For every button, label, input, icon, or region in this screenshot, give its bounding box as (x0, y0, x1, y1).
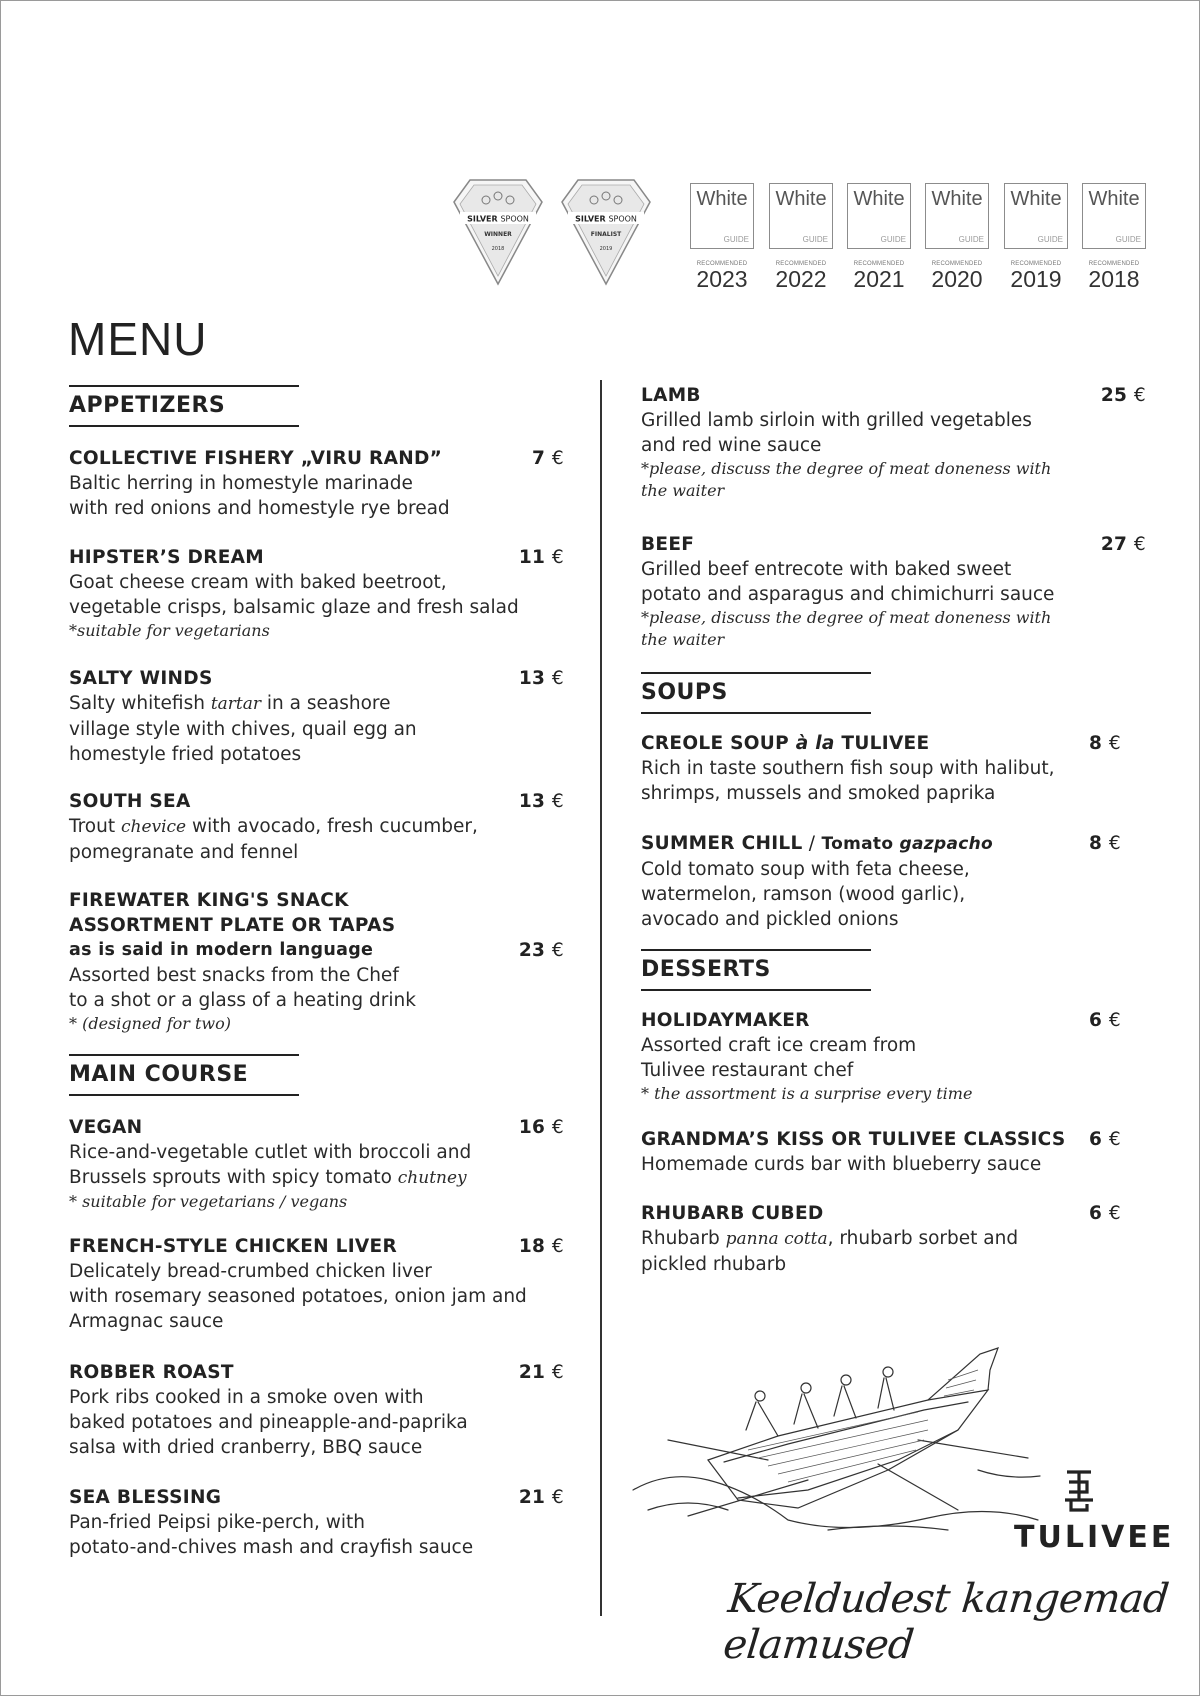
item-description: pomegranate and fennel (69, 842, 299, 863)
item-note: *suitable for vegetarians (69, 621, 270, 640)
white-guide-label: GUIDE (880, 235, 906, 244)
white-guide-badge-2021 (847, 183, 911, 291)
column-divider (600, 380, 602, 1616)
item-description: Trout chevice with avocado, fresh cucumber, (69, 816, 478, 837)
item-name: CREOLE SOUP à la TULIVEE (641, 733, 930, 754)
section-soups (641, 672, 871, 714)
white-guide-logo (1004, 183, 1068, 249)
section-main-course (69, 1054, 299, 1096)
item-price: 11 € (518, 547, 564, 568)
item-note: *please, discuss the degree of meat doneness with (641, 459, 1052, 478)
item-description: baked potatoes and pineapple-and-paprika (69, 1412, 468, 1433)
menu-title: MENU (68, 313, 208, 365)
item-note: the waiter (641, 630, 725, 649)
white-guide-logo (690, 183, 754, 249)
item-price: 7 € (531, 448, 564, 469)
white-guide-logo (1082, 183, 1146, 249)
menu-item-sea-blessing (69, 1485, 564, 1560)
item-name: LAMB (641, 385, 701, 406)
item-description: shrimps, mussels and smoked paprika (641, 783, 996, 804)
white-guide-badge-2019 (1004, 183, 1068, 291)
item-description: Assorted craft ice cream from (641, 1035, 917, 1056)
item-description: village style with chives, quail egg an (69, 719, 417, 740)
item-name: ROBBER ROAST (69, 1362, 234, 1383)
item-description: watermelon, ramson (wood garlic), (641, 884, 966, 905)
svg-text:2019: 2019 (599, 246, 613, 252)
menu-item-firewater-kings-snack (69, 888, 564, 1035)
item-name: COLLECTIVE FISHERY „VIRU RAND” (69, 448, 443, 469)
item-description: salsa with dried cranberry, BBQ sauce (69, 1437, 423, 1458)
item-name: SOUTH SEA (69, 791, 191, 812)
menu-item-holidaymaker (641, 1008, 1121, 1105)
item-description: Baltic herring in homestyle marinade (69, 473, 413, 494)
white-guide-badge-2018 (1082, 183, 1146, 291)
white-guide-logo (769, 183, 833, 249)
item-name: SALTY WINDS (69, 668, 213, 689)
white-guide-label: GUIDE (1037, 235, 1063, 244)
item-price: 6 € (1088, 1129, 1121, 1150)
svg-text:WINNER: WINNER (484, 231, 512, 238)
white-guide-word: White (931, 188, 983, 210)
white-guide-year: 2020 (931, 266, 983, 292)
item-description: Rhubarb panna cotta, rhubarb sorbet and (641, 1228, 1019, 1249)
white-guide-word: White (1010, 188, 1062, 210)
white-guide-logo (847, 183, 911, 249)
item-price: 13 € (518, 791, 564, 812)
menu-item-robber-roast (69, 1360, 564, 1460)
item-price: 18 € (518, 1236, 564, 1257)
item-description: with rosemary seasoned potatoes, onion jam and (69, 1286, 527, 1307)
item-note: * the assortment is a surprise every time (641, 1084, 973, 1103)
menu-item-summer-chill (641, 831, 1121, 932)
silver-spoon-award-2018 (446, 172, 550, 290)
item-description: and red wine sauce (641, 435, 822, 456)
white-guide-year: 2023 (696, 266, 748, 292)
white-guide-word: White (775, 188, 827, 210)
white-guide-recommended: RECOMMENDED (1088, 261, 1140, 267)
white-guide-recommended: RECOMMENDED (696, 261, 748, 267)
white-guide-recommended: RECOMMENDED (775, 261, 827, 267)
item-name: GRANDMA’S KISS OR TULIVEE CLASSICS (641, 1129, 1066, 1150)
white-guide-badge-2023 (690, 183, 754, 291)
item-price: 21 € (518, 1362, 564, 1383)
item-note: * suitable for vegetarians / vegans (69, 1192, 348, 1211)
item-description: Delicately bread-crumbed chicken liver (69, 1261, 432, 1282)
svg-text:FINALIST: FINALIST (590, 231, 622, 238)
item-price: 8 € (1088, 733, 1121, 754)
item-name: SEA BLESSING (69, 1487, 222, 1508)
menu-item-lamb (641, 383, 1146, 502)
item-name: FRENCH-STYLE CHICKEN LIVER (69, 1236, 398, 1257)
menu-item-creole-soup (641, 731, 1121, 806)
item-price: 8 € (1088, 833, 1121, 854)
item-price: 6 € (1088, 1203, 1121, 1224)
white-guide-word: White (853, 188, 905, 210)
white-guide-badge-2022 (769, 183, 833, 291)
tulivee-monogram-icon (1059, 1468, 1099, 1514)
item-description: vegetable crisps, balsamic glaze and fresh salad (69, 597, 519, 618)
item-description: Pork ribs cooked in a smoke oven with (69, 1387, 424, 1408)
item-name: BEEF (641, 534, 695, 555)
white-guide-word: White (1088, 188, 1140, 210)
section-title: DESSERTS (641, 957, 771, 982)
menu-item-rhubarb-cubed (641, 1201, 1121, 1277)
item-price: 23 € (518, 940, 564, 961)
item-price: 27 € (1100, 534, 1146, 555)
logo-wordmark: TULIVEE (1014, 1520, 1175, 1555)
section-desserts (641, 949, 871, 991)
item-description: avocado and pickled onions (641, 909, 899, 930)
white-guide-logo (925, 183, 989, 249)
item-note: the waiter (641, 481, 725, 500)
item-name: HOLIDAYMAKER (641, 1010, 810, 1031)
item-description: Brussels sprouts with spicy tomato chutney (69, 1167, 467, 1188)
item-description: Assorted best snacks from the Chef (69, 965, 399, 986)
menu-item-beef (641, 532, 1146, 651)
item-description: with red onions and homestyle rye bread (69, 498, 450, 519)
slogan: Keeldudest kangemad elamused (721, 1576, 1171, 1668)
menu-item-south-sea (69, 789, 564, 865)
item-description: Pan-fried Peipsi pike-perch, with (69, 1512, 365, 1533)
item-description: potato and asparagus and chimichurri sauce (641, 584, 1055, 605)
item-description: Tulivee restaurant chef (641, 1060, 854, 1081)
white-guide-year: 2022 (775, 266, 827, 292)
white-guide-year: 2018 (1088, 266, 1140, 292)
item-description: to a shot or a glass of a heating drink (69, 990, 416, 1011)
item-name: SUMMER CHILL / Tomato gazpacho (641, 833, 993, 854)
item-name: as is said in modern language (69, 940, 374, 960)
item-description: Grilled lamb sirloin with grilled vegetables (641, 410, 1032, 431)
item-description: Grilled beef entrecote with baked sweet (641, 559, 1012, 580)
item-name: RHUBARB CUBED (641, 1203, 824, 1224)
menu-item-vegan (69, 1115, 564, 1213)
section-title: MAIN COURSE (69, 1062, 249, 1087)
silver-spoon-badge-icon (554, 172, 658, 290)
white-guide-word: White (696, 188, 748, 210)
item-name: FIREWATER KING'S SNACK (69, 890, 349, 911)
item-description: Cold tomato soup with feta cheese, (641, 859, 970, 880)
menu-item-hipsters-dream (69, 545, 564, 642)
section-title: APPETIZERS (69, 393, 226, 418)
rowing-boat-sketch-icon (628, 1340, 1048, 1540)
white-guide-recommended: RECOMMENDED (931, 261, 983, 267)
section-title: SOUPS (641, 680, 728, 705)
silver-spoon-award-2019 (554, 172, 658, 290)
white-guide-label: GUIDE (802, 235, 828, 244)
item-description: Goat cheese cream with baked beetroot, (69, 572, 447, 593)
item-note: *please, discuss the degree of meat doneness with (641, 608, 1052, 627)
item-price: 13 € (518, 668, 564, 689)
item-price: 21 € (518, 1487, 564, 1508)
item-name: VEGAN (69, 1117, 143, 1138)
item-note: * (designed for two) (69, 1014, 231, 1033)
item-description: Rich in taste southern fish soup with halibut, (641, 758, 1055, 779)
menu-item-french-style-chicken-liver (69, 1234, 564, 1334)
white-guide-year: 2021 (853, 266, 905, 292)
menu-item-collective-fishery (69, 446, 564, 521)
menu-item-grandmas-kiss (641, 1127, 1121, 1177)
item-description: potato-and-chives mash and crayfish sauce (69, 1537, 474, 1558)
menu-item-salty-winds (69, 666, 564, 767)
white-guide-recommended: RECOMMENDED (853, 261, 905, 267)
item-description: Rice-and-vegetable cutlet with broccoli and (69, 1142, 472, 1163)
white-guide-recommended: RECOMMENDED (1010, 261, 1062, 267)
white-guide-label: GUIDE (1115, 235, 1141, 244)
item-name: ASSORTMENT PLATE OR TAPAS (69, 915, 396, 936)
section-appetizers (69, 385, 299, 427)
svg-text:SILVER SPOON: SILVER SPOON (467, 214, 529, 224)
tulivee-logo (1014, 1468, 1175, 1555)
item-description: homestyle fried potatoes (69, 744, 302, 765)
item-description: pickled rhubarb (641, 1254, 787, 1275)
white-guide-year: 2019 (1010, 266, 1062, 292)
item-description: Homemade curds bar with blueberry sauce (641, 1154, 1042, 1175)
svg-text:2018: 2018 (491, 246, 505, 252)
item-price: 25 € (1100, 385, 1146, 406)
white-guide-badge-2020 (925, 183, 989, 291)
item-description: Armagnac sauce (69, 1311, 224, 1332)
silver-spoon-badge-icon (446, 172, 550, 290)
svg-text:SILVER SPOON: SILVER SPOON (575, 214, 637, 224)
item-price: 16 € (518, 1117, 564, 1138)
item-price: 6 € (1088, 1010, 1121, 1031)
white-guide-label: GUIDE (958, 235, 984, 244)
item-description: Salty whitefish tartar in a seashore (69, 693, 391, 714)
item-name: HIPSTER’S DREAM (69, 547, 265, 568)
white-guide-label: GUIDE (723, 235, 749, 244)
